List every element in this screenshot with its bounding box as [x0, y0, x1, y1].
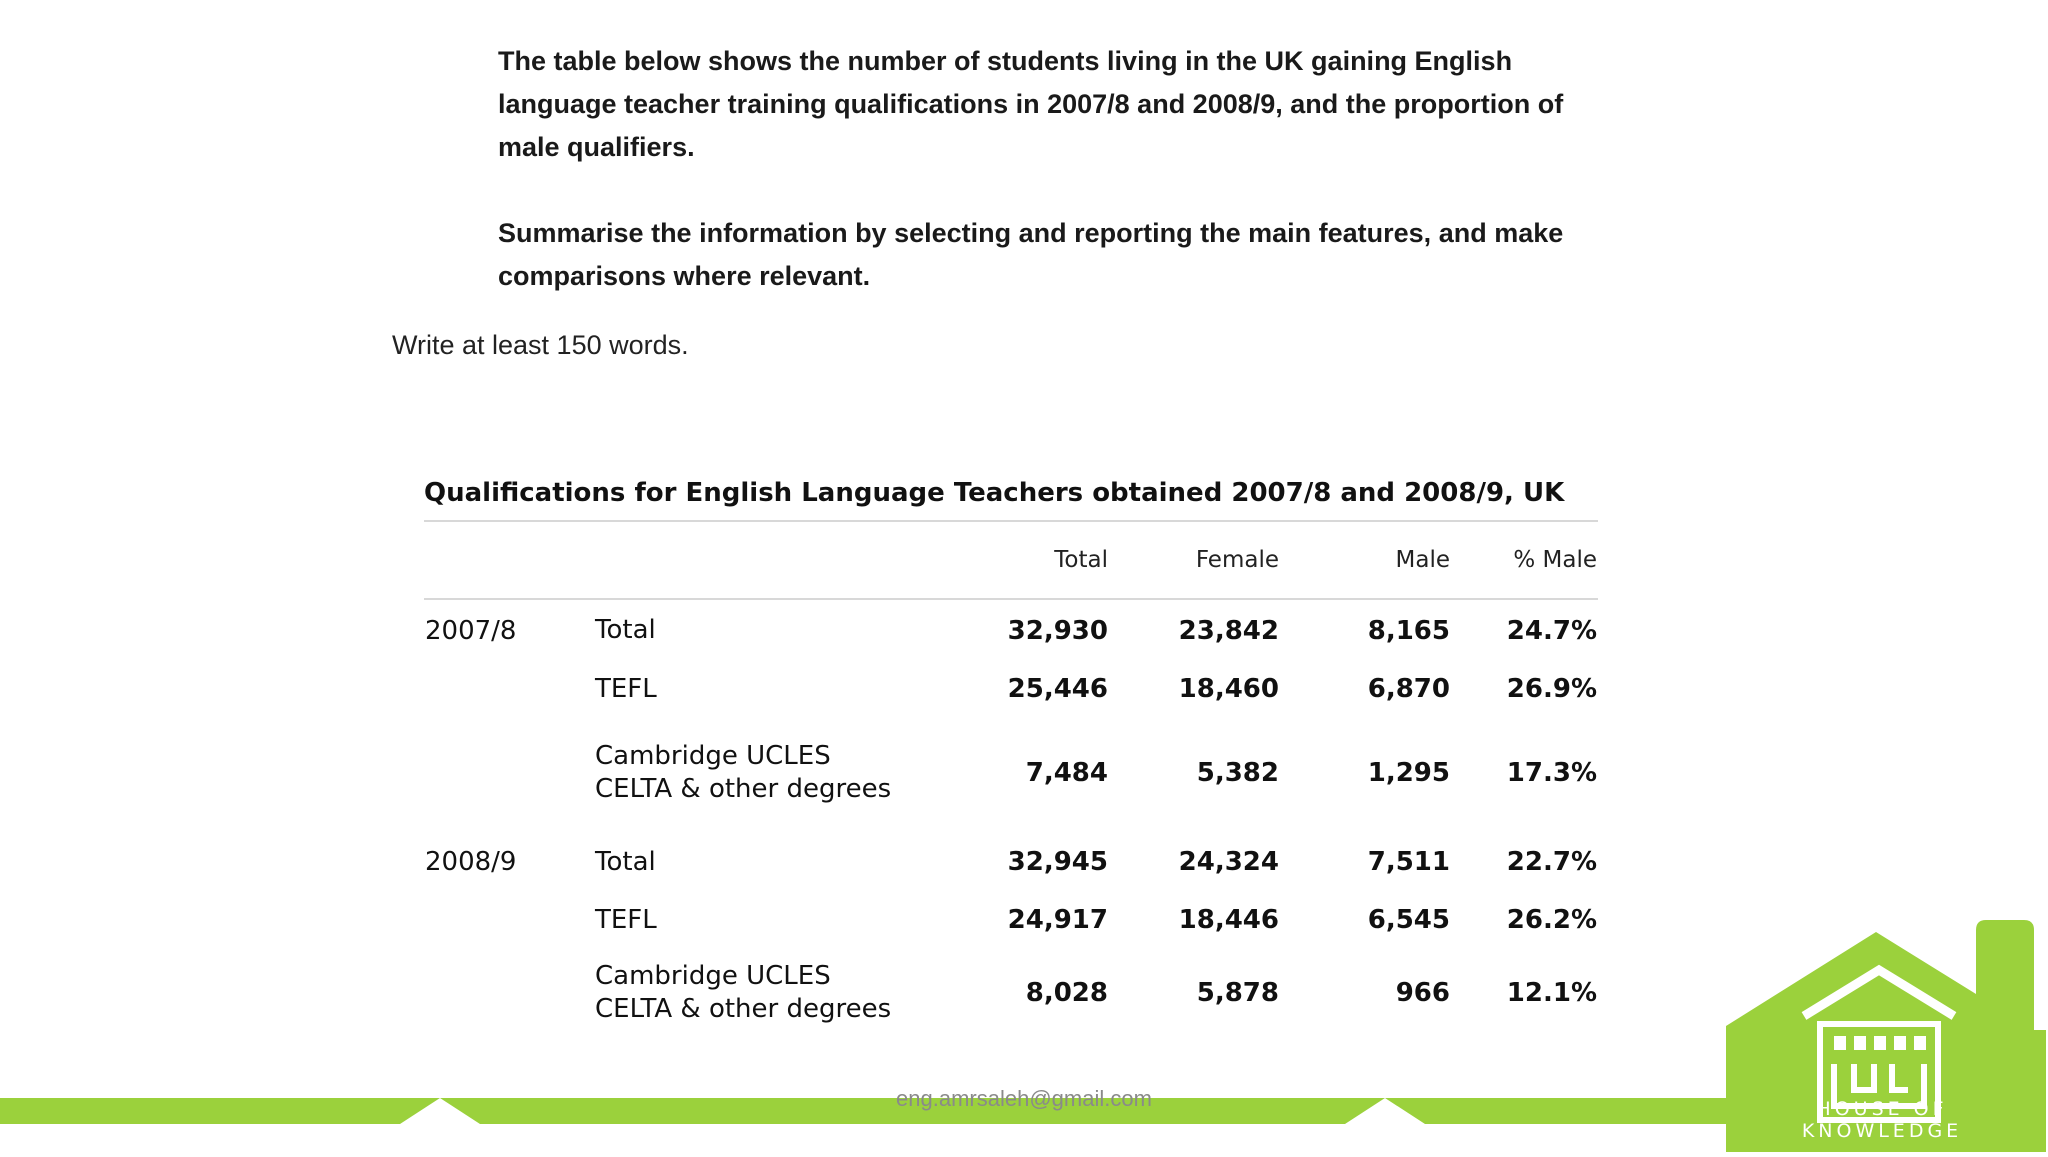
data-table — [424, 522, 1598, 1041]
row-year — [424, 717, 594, 829]
row-pct-male: 17.3% — [1506, 758, 1597, 788]
row-total: 7,484 — [1025, 758, 1108, 788]
footer-email: eng.amrsaleh@gmail.com — [896, 1086, 1152, 1111]
row-total: 8,028 — [1025, 978, 1108, 1008]
row-pct-male: 22.7% — [1506, 847, 1597, 877]
prompt-paragraph-2: Summarise the information by selecting and reporting the main features, and make comparisons where relevant. — [498, 218, 1564, 291]
header-total: Total — [954, 522, 1109, 599]
row-female: 18,446 — [1178, 905, 1279, 935]
row-year — [424, 945, 594, 1041]
row-male: 7,511 — [1367, 847, 1450, 877]
header-female: Female — [1109, 522, 1280, 599]
category-line: Total — [595, 846, 656, 877]
category-line: CELTA & other degrees — [595, 774, 892, 804]
row-total: 24,917 — [1007, 905, 1108, 935]
row-category — [594, 599, 954, 661]
row-year — [424, 661, 594, 717]
header-year — [424, 522, 594, 599]
row-female: 5,382 — [1196, 758, 1279, 788]
table-row — [424, 945, 1598, 1041]
table-title: Qualifications for English Language Teachers obtained 2007/8 and 2008/9, UK — [424, 478, 1598, 522]
row-male: 966 — [1395, 978, 1450, 1008]
header-male: Male — [1280, 522, 1451, 599]
header-category — [594, 522, 954, 599]
row-total: 32,945 — [1007, 847, 1108, 877]
row-pct-male: 12.1% — [1506, 978, 1597, 1008]
row-total: 32,930 — [1007, 615, 1108, 646]
word-count-instruction: Write at least 150 words. — [392, 330, 689, 360]
category-line: Cambridge UCLES — [595, 961, 831, 991]
header-pct-male: % Male — [1451, 522, 1598, 599]
table-row — [424, 599, 1598, 661]
row-female: 24,324 — [1178, 847, 1279, 877]
row-category — [594, 829, 954, 895]
qualifications-table — [424, 478, 1598, 1041]
category-line: TEFL — [595, 904, 657, 935]
row-category — [594, 717, 954, 829]
row-category — [594, 895, 954, 945]
logo-label: HOUSE OF KNOWLEDGE — [1801, 1098, 1963, 1142]
table-row — [424, 829, 1598, 895]
table-row — [424, 895, 1598, 945]
row-pct-male: 24.7% — [1506, 615, 1597, 646]
row-pct-male: 26.9% — [1506, 674, 1597, 704]
prompt-paragraph-1: The table below shows the number of students living in the UK gaining English language teacher training qualifications in 2007/8 and 2008/9, and the proportion of male qualifiers. — [498, 46, 1564, 162]
category-line: Total — [595, 615, 656, 645]
row-total: 25,446 — [1007, 674, 1108, 704]
row-year: 2007/8 — [425, 615, 517, 646]
row-category — [594, 661, 954, 717]
category-line: TEFL — [595, 673, 657, 704]
header-row — [424, 522, 1598, 599]
category-line: Cambridge UCLES — [595, 741, 831, 771]
row-pct-male: 26.2% — [1506, 905, 1597, 935]
row-year — [424, 895, 594, 945]
row-male: 1,295 — [1367, 758, 1450, 788]
task-prompt — [498, 40, 1608, 298]
category-line: CELTA & other degrees — [595, 994, 892, 1024]
row-female: 18,460 — [1178, 674, 1279, 704]
row-year: 2008/9 — [425, 847, 517, 877]
row-male: 6,545 — [1367, 905, 1450, 935]
table-row — [424, 717, 1598, 829]
row-category — [594, 945, 954, 1041]
row-male: 6,870 — [1367, 674, 1450, 704]
table-row — [424, 661, 1598, 717]
row-female: 5,878 — [1196, 978, 1279, 1008]
row-male: 8,165 — [1367, 615, 1450, 646]
row-female: 23,842 — [1178, 615, 1279, 646]
